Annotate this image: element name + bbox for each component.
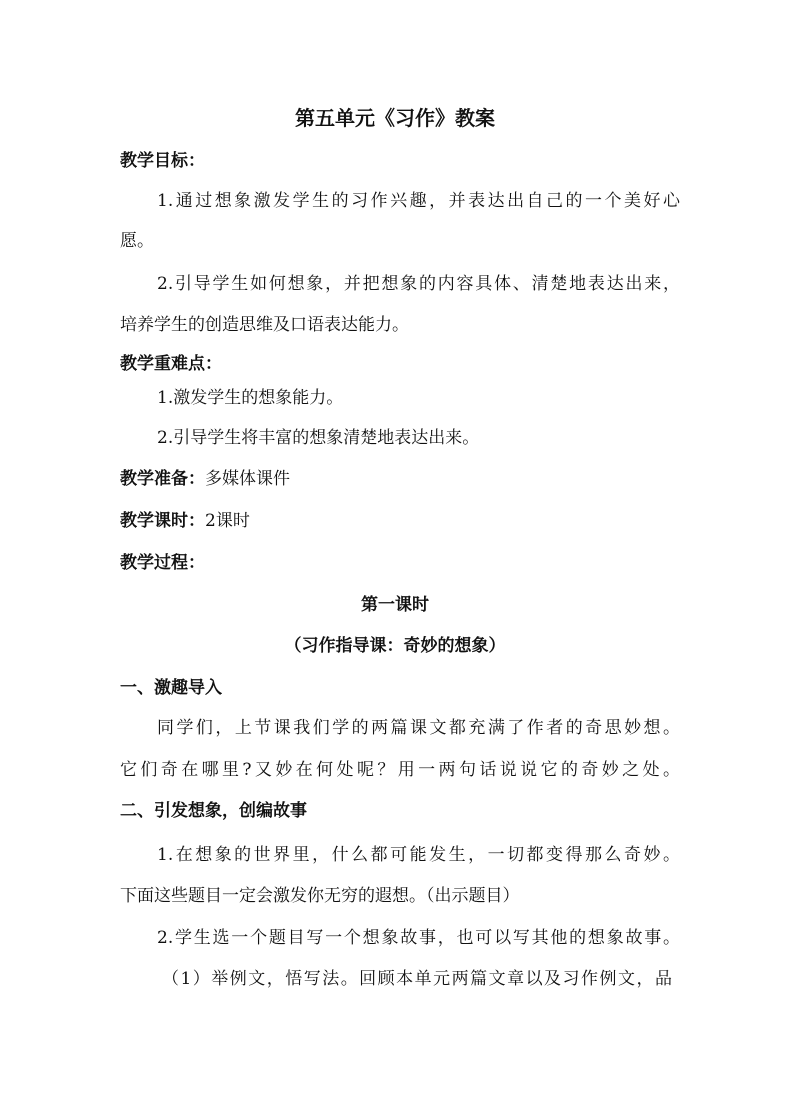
key-points-heading: 教学重难点：: [120, 354, 222, 374]
section-2-item-2: 2.学生选一个题目写一个想象故事，也可以写其他的想象故事。: [157, 928, 680, 948]
document-title: 第五单元《习作》教案: [295, 106, 495, 130]
preparation-row: [120, 468, 680, 490]
section-2-sub-item-1: （1）举例文，悟写法。回顾本单元两篇文章以及习作例文，品: [162, 969, 672, 989]
objective-2-line-2: 培养学生的创造思维及口语表达能力。: [120, 315, 409, 335]
periods-label: 教学课时：: [120, 511, 205, 531]
objectives-heading: 教学目标：: [120, 151, 205, 171]
section-2-item-1-line-2: 下面这些题目一定会激发你无穷的遐想。（出示题目）: [120, 886, 520, 906]
preparation-value: 多媒体课件: [205, 469, 290, 489]
section-1-line-2: 它们奇在哪里?又妙在何处呢？用一两句话说说它的奇妙之处。: [120, 760, 680, 780]
section-1-heading: 一、激趣导入: [120, 678, 222, 698]
key-point-1: 1.激发学生的想象能力。: [157, 388, 344, 408]
section-2-heading: 二、引发想象，创编故事: [120, 801, 307, 821]
process-heading: 教学过程：: [120, 553, 205, 573]
preparation-label: 教学准备：: [120, 469, 205, 489]
periods-row: [120, 510, 680, 532]
lesson-title: 第一课时: [361, 595, 429, 615]
objective-1-line-1: 1.通过想象激发学生的习作兴趣，并表达出自己的一个美好心: [157, 191, 680, 211]
lesson-subtitle: （习作指导课：奇妙的想象）: [284, 636, 506, 656]
key-point-2: 2.引导学生将丰富的想象清楚地表达出来。: [157, 428, 480, 448]
objective-2-line-1: 2.引导学生如何想象，并把想象的内容具体、清楚地表达出来，: [157, 274, 680, 294]
section-1-line-1: 同学们，上节课我们学的两篇课文都充满了作者的奇思妙想。: [157, 718, 680, 738]
objective-1-line-2: 愿。: [120, 231, 154, 251]
periods-value: 2课时: [205, 511, 250, 531]
section-2-item-1-line-1: 1.在想象的世界里，什么都可能发生，一切都变得那么奇妙。: [157, 845, 680, 865]
